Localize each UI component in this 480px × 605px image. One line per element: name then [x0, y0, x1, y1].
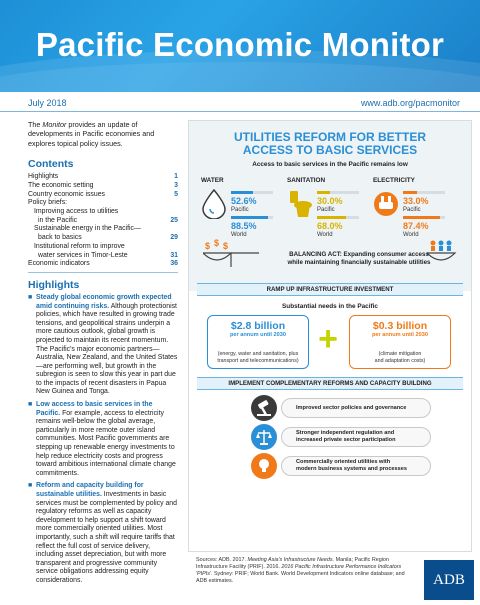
toc-label: water services in Timor-Leste	[38, 251, 128, 259]
toc-label: Sustainable energy in the Pacific—	[34, 225, 141, 233]
reform-line1: Commercially oriented utilities with	[296, 459, 391, 466]
toc-page: 5	[174, 190, 178, 198]
bullet-icon: ■	[28, 482, 33, 490]
balancing-act-text	[259, 251, 459, 266]
publication-title: Pacific Economic Monitor	[35, 26, 445, 63]
contents-heading: Contents	[28, 158, 74, 171]
reform-text	[296, 430, 395, 444]
service-name: ELECTRICITY	[373, 177, 415, 184]
toc-label: in the Pacific	[38, 216, 78, 224]
pacific-label: Pacific	[317, 207, 335, 213]
toc-entry[interactable]	[28, 173, 178, 182]
toilet-icon	[287, 189, 313, 219]
need-infrastructure-desc-line1: (energy, water and sanitation, plus	[217, 351, 299, 357]
world-bar-fill	[317, 216, 346, 219]
toc-entry[interactable]	[28, 182, 178, 191]
intro-lead: The	[28, 120, 41, 129]
reform-line2: increased private sector participation	[296, 437, 396, 443]
bulb-icon	[251, 453, 277, 479]
adb-logo: ADB	[424, 560, 474, 600]
balancing-line2: while maintaining financially sustainable utilities	[287, 258, 431, 266]
toc-entry[interactable]	[28, 260, 178, 269]
toc-label: The economic setting	[28, 181, 94, 189]
infographic-title	[189, 131, 471, 157]
highlights-heading: Highlights	[28, 278, 80, 291]
need-infrastructure-desc-line2: transport and telecommunications)	[217, 357, 299, 364]
sources-note	[196, 557, 406, 585]
scales-icon	[251, 424, 277, 450]
reform-item	[281, 456, 431, 476]
header-divider	[0, 111, 480, 112]
highlight-body: Although protectionist policies, which have resulted in growing trade tensions, and geopolitical strains underpin a more cautious outlook, global growth is projected to maintain its recent momentum. The Pacific's major economic partners—Australia, New Zealand, and the United States—are performing well, but growth in the subregion is seen to slow this year in part due to the impacts of recent disasters in Papua New Guinea and Tonga.	[36, 302, 178, 396]
reform-item	[281, 427, 431, 447]
balancing-line1: BALANCING ACT: Expanding consumer access	[289, 251, 429, 258]
plug-icon	[373, 189, 399, 219]
toc-label: Policy briefs:	[28, 199, 68, 207]
world-percent: 68.0%	[317, 221, 343, 231]
toc-page: 25	[170, 216, 178, 224]
access-section	[189, 121, 471, 291]
reform-item	[281, 398, 431, 418]
toc-page: 1	[174, 173, 178, 181]
reform-text	[296, 459, 407, 473]
need-climate-desc-line1: (climate mitigation	[378, 351, 422, 357]
reform-line1: Improved sector policies and governance	[296, 404, 407, 411]
toc-entry[interactable]	[28, 225, 178, 234]
pacific-percent: 52.6%	[231, 196, 257, 206]
highlight-text	[36, 294, 178, 397]
highlight-body: For example, access to electricity remains well-below the global average, particularly in more remote outer island communities. Most Pacific governments are stepping up renewable energy investments to help reduce electricity costs and progress toward ambitious international climate change commitments.	[36, 409, 176, 477]
need-climate-desc-line2: and adaptation costs)	[374, 357, 426, 364]
need-infrastructure-period: per annum until 2030	[230, 332, 286, 338]
need-infrastructure-box	[207, 315, 309, 369]
gavel-icon	[251, 395, 277, 421]
world-bar	[317, 216, 359, 219]
highlight-text	[36, 401, 178, 478]
pacific-bar-fill	[317, 191, 330, 194]
infographic-title-line1: UTILITIES REFORM FOR BETTER	[234, 130, 426, 144]
pacific-bar	[317, 191, 359, 194]
highlights-list	[28, 294, 178, 586]
highlight-text	[36, 482, 178, 585]
toc-entry[interactable]	[28, 243, 178, 252]
access-subhead: Access to basic services in the Pacific remains low	[252, 161, 408, 168]
sources-mid: Manila; Pacific Region Infrastructure Facility (PRIF). 2016.	[196, 557, 389, 571]
reform-line1: Stronger independent regulation and	[296, 430, 395, 437]
world-bar	[403, 216, 445, 219]
reforms-band: IMPLEMENT COMPLEMENTARY REFORMS AND CAPACITY BUILDING	[197, 377, 463, 390]
needs-label: Substantial needs in the Pacific	[282, 303, 378, 310]
sources-title1: Meeting Asia's Infrastructure Needs.	[247, 557, 335, 563]
toc-label: Improving access to utilities	[34, 208, 119, 216]
svg-text:$: $	[214, 239, 220, 248]
table-of-contents	[28, 173, 178, 269]
world-percent: 87.4%	[403, 221, 429, 231]
world-percent: 88.5%	[231, 221, 257, 231]
toc-label: Economic indicators	[28, 260, 90, 268]
sources-end: Sydney: PRIF; World Bank. World Development Indicators online database; and ADB estimates.	[196, 571, 405, 585]
infographic-panel	[188, 120, 472, 552]
need-infrastructure-desc	[208, 351, 308, 364]
toc-label: Country economic issues	[28, 190, 105, 198]
world-bar-fill	[231, 216, 268, 219]
intro-rest: provides an update of developments in Pacific economies and explores topical policy issues.	[28, 120, 155, 148]
contents-divider	[28, 272, 178, 273]
balance-scale-icon	[203, 239, 261, 269]
world-label: World	[403, 232, 419, 238]
highlight-lead: Steady global economic growth expected amid continuing risks.	[36, 293, 172, 310]
pacific-bar-fill	[231, 191, 253, 194]
need-infrastructure-amount: $2.8 billion	[230, 320, 286, 332]
toc-page: 29	[170, 234, 178, 242]
service-name: WATER	[201, 177, 224, 184]
need-climate-desc	[350, 351, 450, 364]
toc-page: 31	[170, 251, 178, 259]
pacific-bar-fill	[403, 191, 417, 194]
intro-text	[28, 120, 178, 148]
bullet-icon: ■	[28, 293, 33, 301]
toc-label: Highlights	[28, 173, 59, 181]
reform-line2: modern business systems and processes	[296, 466, 407, 472]
need-climate-period: per annum until 2030	[372, 332, 428, 338]
highlight-item	[28, 294, 178, 397]
need-climate-box	[349, 315, 451, 369]
service-name: SANITATION	[287, 177, 326, 184]
highlight-lead: Low access to basic services in the Pacific.	[36, 401, 153, 417]
world-bar-fill	[403, 216, 440, 219]
svg-text:$: $	[223, 241, 229, 251]
issue-date: July 2018	[28, 98, 67, 108]
pacific-percent: 30.0%	[317, 196, 343, 206]
reform-text	[296, 405, 406, 412]
svg-text:$: $	[205, 241, 211, 251]
plus-sign: +	[318, 320, 338, 358]
need-climate-amount: $0.3 billion	[372, 320, 428, 332]
highlight-item	[28, 482, 178, 585]
world-label: World	[231, 232, 247, 238]
toc-entry[interactable]	[28, 234, 178, 243]
toc-page: 36	[170, 260, 178, 268]
world-bar	[231, 216, 273, 219]
toc-entry[interactable]	[28, 191, 178, 200]
toc-page: 3	[174, 181, 178, 189]
world-label: World	[317, 232, 333, 238]
water-drop-icon	[201, 189, 227, 219]
toc-entry[interactable]	[28, 252, 178, 261]
pacific-label: Pacific	[403, 207, 421, 213]
highlight-item	[28, 401, 178, 478]
highlight-body: Investments in basic services must be complemented by policy and regulatory reforms as well as capacity development to help support a shift toward more commercially oriented utilities. Most importantly, such a shift will require tariffs that reflect the full cost of service delivery, including asset depreciation, but with more transparent and progressive community service obligations addressing equity considerations.	[36, 491, 177, 584]
bullet-icon: ■	[28, 401, 33, 409]
left-column	[28, 120, 178, 590]
pacific-percent: 33.0%	[403, 196, 429, 206]
toc-entry[interactable]	[28, 208, 178, 217]
toc-entry[interactable]	[28, 199, 178, 208]
publication-link[interactable]: www.adb.org/pacmonitor	[360, 98, 460, 108]
toc-label: back to basics	[38, 234, 82, 242]
intro-italic: Monitor	[42, 120, 67, 129]
highlight-lead: Reform and capacity building for sustainable utilities.	[36, 482, 144, 499]
pacific-bar	[403, 191, 445, 194]
pacific-bar	[231, 191, 273, 194]
toc-entry[interactable]	[28, 217, 178, 226]
sources-title2: 2016 Pacific Infrastructure Performance Indicators 'PIPIs'.	[196, 564, 402, 578]
pacific-label: Pacific	[231, 207, 249, 213]
investment-band: RAMP UP INFRASTRUCTURE INVESTMENT	[197, 283, 463, 296]
sources-prefix: Sources: ADB. 2017.	[196, 557, 247, 563]
masthead	[0, 0, 480, 92]
infographic-title-line2: ACCESS TO BASIC SERVICES	[242, 143, 418, 157]
toc-label: Institutional reform to improve	[34, 242, 125, 250]
